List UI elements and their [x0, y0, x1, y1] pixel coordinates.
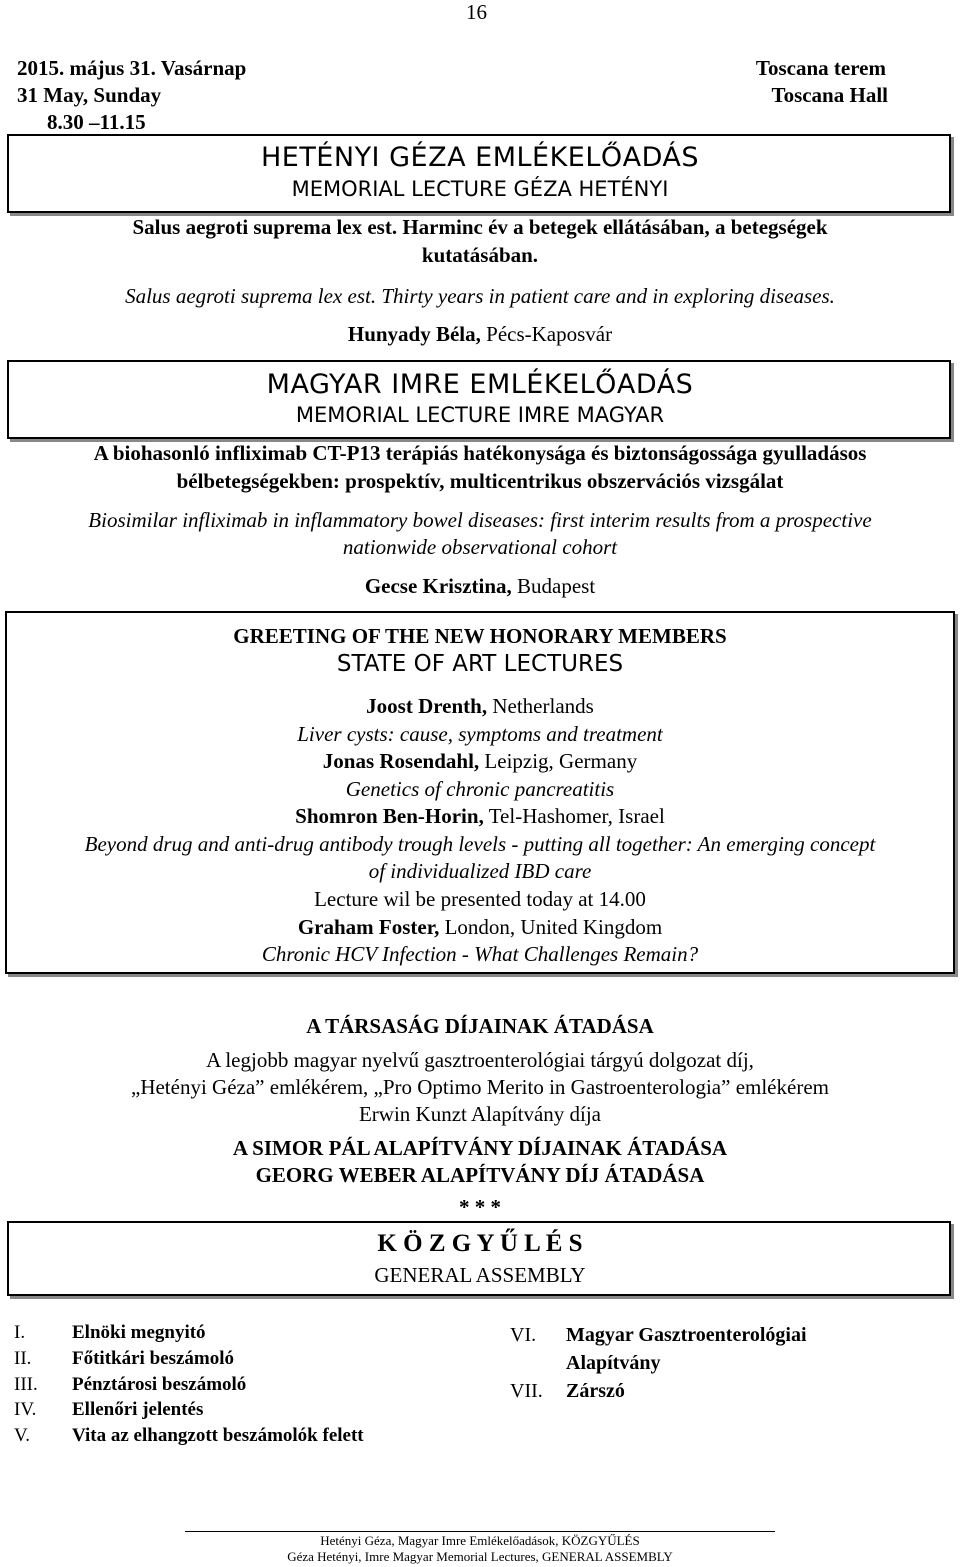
lecture-speaker-line — [0, 804, 960, 829]
greeting-subtitle: STATE OF ART LECTURES — [336, 651, 624, 677]
awards-line-1: A legjobb magyar nyelvű gasztroenterológiai tárgyú dolgozat díj, — [206, 1048, 754, 1072]
hetenyi-lecture-title-en: Salus aegroti suprema lex est. Thirty years in patient care and in exploring diseases. — [125, 284, 835, 308]
magyar-subtitle: MEMORIAL LECTURE IMRE MAGYAR — [295, 403, 665, 427]
agenda-number: IV. — [14, 1399, 37, 1420]
simor-award-title: A SIMOR PÁL ALAPÍTVÁNY DÍJAINAK ÁTADÁSA — [232, 1136, 728, 1160]
assembly-subtitle: GENERAL ASSEMBLY — [374, 1263, 586, 1287]
agenda-item: Magyar Gasztroenterológiai — [566, 1324, 807, 1346]
awards-title: A TÁRSASÁG DÍJAINAK ÁTADÁSA — [306, 1014, 654, 1038]
date-hu: 2015. május 31. Vasárnap — [17, 56, 247, 80]
lecture-place: Netherlands — [487, 694, 594, 718]
magyar-place: Budapest — [511, 574, 596, 598]
agenda-number: V. — [14, 1425, 31, 1446]
agenda-item: Elnöki megnyitó — [72, 1322, 206, 1343]
agenda-number: I. — [14, 1322, 26, 1343]
room-en: Toscana Hall — [771, 83, 888, 107]
agenda-item: Főtitkári beszámoló — [72, 1348, 235, 1369]
footer-rule — [185, 1531, 775, 1532]
greeting-title: GREETING OF THE NEW HONORARY MEMBERS — [233, 624, 727, 648]
agenda-item: Ellenőri jelentés — [72, 1399, 204, 1420]
agenda-number: VI. — [510, 1324, 537, 1346]
agenda-number: II. — [14, 1348, 32, 1369]
agenda-item: Pénztárosi beszámoló — [72, 1374, 247, 1395]
lecture-title: Liver cysts: cause, symptoms and treatment — [297, 722, 663, 746]
lecture-title-2: of individualized IBD care — [368, 859, 592, 883]
lecture-title: Chronic HCV Infection - What Challenges Remain? — [261, 942, 699, 966]
magyar-lecture-title-hu-2: bélbetegségekben: prospektív, multicentrikus obszervációs vizsgálat — [176, 469, 784, 493]
awards-line-3: Erwin Kunzt Alapítvány díja — [358, 1102, 602, 1126]
lecture-title: Beyond drug and anti-drug antibody trough levels - putting all together: An emerging concept — [84, 832, 876, 856]
magyar-lecture-title-en-2: nationwide observational cohort — [342, 535, 618, 559]
hetenyi-title: HETÉNYI GÉZA EMLÉKELŐADÁS — [260, 142, 700, 173]
assembly-title: K Ö Z G Y Ű L É S — [377, 1230, 583, 1257]
lecture-place: London, United Kingdom — [439, 915, 663, 939]
weber-award-title: GEORG WEBER ALAPÍTVÁNY DÍJ ÁTADÁSA — [255, 1163, 705, 1187]
magyar-lecture-title-hu: A biohasonló infliximab CT-P13 terápiás hatékonysága és biztonságossága gyulladásos — [93, 441, 867, 465]
lecture-speaker-line — [0, 749, 960, 774]
lecture-title: Genetics of chronic pancreatitis — [345, 777, 615, 801]
magyar-speaker: Gecse Krisztina, — [364, 574, 512, 598]
footer-line-2: Géza Hetényi, Imre Magyar Memorial Lectures, GENERAL ASSEMBLY — [287, 1549, 673, 1564]
page-number: 16 — [466, 0, 487, 24]
hetenyi-subtitle: MEMORIAL LECTURE GÉZA HETÉNYI — [291, 177, 669, 201]
magyar-speaker-line — [0, 574, 960, 599]
room-hu: Toscana terem — [755, 56, 886, 80]
awards-line-2: „Hetényi Géza” emlékérem, „Pro Optimo Merito in Gastroenterologia” emlékérem — [131, 1075, 829, 1099]
date-en: 31 May, Sunday — [17, 83, 162, 107]
lecture-place: Leipzig, Germany — [479, 749, 638, 773]
agenda-item: Zárszó — [566, 1380, 625, 1402]
agenda-number: VII. — [510, 1380, 543, 1402]
lecture-speaker: Shomron Ben-Horin, — [295, 804, 484, 828]
lecture-speaker-line — [0, 694, 960, 719]
lecture-speaker: Graham Foster, — [297, 915, 440, 939]
lecture-note: Lecture wil be presented today at 14.00 — [314, 887, 646, 911]
hetenyi-lecture-title-hu-2: kutatásában. — [421, 243, 539, 267]
agenda-number: III. — [14, 1374, 38, 1395]
hetenyi-speaker: Hunyady Béla, — [347, 322, 481, 346]
agenda-item-cont: Alapítvány — [566, 1352, 661, 1374]
session-time: 8.30 –11.15 — [47, 110, 146, 134]
lecture-speaker-line — [0, 915, 960, 940]
lecture-place: Tel-Hashomer, Israel — [483, 804, 665, 828]
magyar-title: MAGYAR IMRE EMLÉKELŐADÁS — [266, 369, 694, 400]
lecture-speaker: Jonas Rosendahl, — [322, 749, 480, 773]
magyar-lecture-title-en: Biosimilar infliximab in inflammatory bowel diseases: first interim results from a prospective — [88, 508, 872, 532]
footer-line-1: Hetényi Géza, Magyar Imre Emlékelőadások, KÖZGYŰLÉS — [320, 1533, 640, 1548]
lecture-speaker: Joost Drenth, — [366, 694, 488, 718]
separator-stars: * * * — [459, 1195, 501, 1219]
hetenyi-lecture-title-hu: Salus aegroti suprema lex est. Harminc év a betegek ellátásában, a betegségek — [132, 215, 828, 239]
hetenyi-place: Pécs-Kaposvár — [480, 322, 613, 346]
agenda-item: Vita az elhangzott beszámolók felett — [72, 1425, 364, 1446]
hetenyi-speaker-line — [0, 322, 960, 347]
